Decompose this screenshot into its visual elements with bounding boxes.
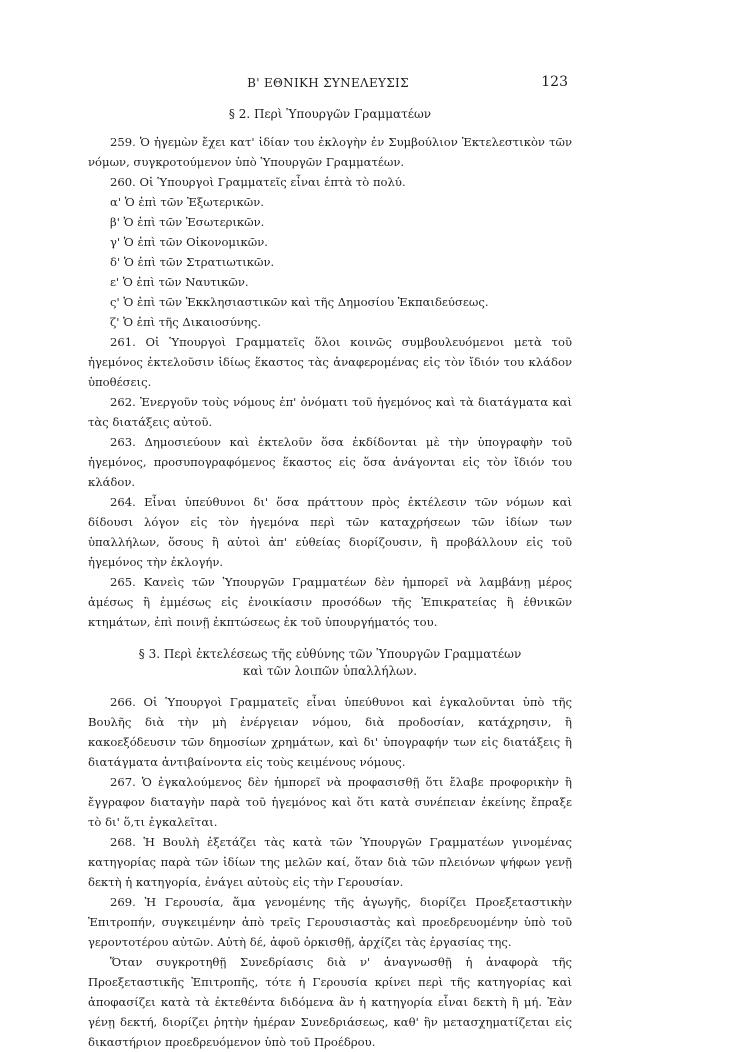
article-260: 260. Οἱ Ὑπουργοὶ Γραμματεῖς εἶναι ἑπτὰ τὸ πολύ. [110, 175, 406, 189]
article-268: 268. Ἡ Βουλὴ ἐξετάζει τὰς κατὰ τῶν Ὑπουργῶν Γραμματέων γινομένας κατηγορίας παρὰ τῶν ἰδίων της μελῶν καί, ὅταν διὰ τῶν πλειόνων ψήφων γενῇ δεκτὴ ἡ κατηγορία, ἐνάγει αὐτοὺς εἰς τὴν Γερουσίαν. [88, 835, 572, 889]
section-heading-3-line1: § 3. Περὶ ἐκτελέσεως τῆς εὐθύνης τῶν Ὑπουργῶν Γραμματέων [138, 647, 522, 661]
page-body [88, 104, 572, 1052]
list-item: β' Ὁ ἐπὶ τῶν Ἐσωτερικῶν. [110, 215, 265, 229]
article-264: 264. Εἶναι ὑπεύθυνοι δι' ὅσα πράττουν πρὸς ἐκτέλεσιν τῶν νόμων καὶ δίδουσι λόγον εἰς τὸν ἡγεμόνα περὶ τῶν καταχρήσεων τῶν ἰδίων των ὑπαλλήλων, ὅσους ἢ αὐτοὶ ἀπ' εὐθείας διορίζουσιν, ἢ προβάλλουν εἰς τοῦ ἡγεμόνος τὴν ἐκλογήν. [88, 495, 572, 569]
list-item: ζ' Ὁ ἐπὶ τῆς Δικαιοσύνης. [110, 315, 262, 329]
article-266: 266. Οἱ Ὑπουργοὶ Γραμματεῖς εἶναι ὑπεύθυνοι καὶ ἐγκαλοῦνται ὑπὸ τῆς Βουλῆς διὰ τὴν μὴ ἐνέργειαν νόμου, διὰ προδοσίαν, κατάχρησιν, ἢ κακοεξόδευσιν τῶν δημοσίων χρημάτων, καὶ δι' ὑπογραφήν των εἰς διατάξεις ἢ διατάγματα ἀντιβαίνοντα εἰς τοὺς κειμένους νόμους. [88, 695, 572, 769]
list-item: ς' Ὁ ἐπὶ τῶν Ἐκκλησιαστικῶν καὶ τῆς Δημοσίου Ἐκπαιδεύσεως. [110, 295, 489, 309]
page-header [88, 76, 568, 96]
section-heading-2: § 2. Περὶ Ὑπουργῶν Γραμματέων [228, 107, 432, 121]
list-item: δ' Ὁ ἐπὶ τῶν Στρατιωτικῶν. [110, 255, 275, 269]
article-265: 265. Κανεὶς τῶν Ὑπουργῶν Γραμματέων δὲν ἠμπορεῖ νὰ λαμβάνῃ μέρος ἀμέσως ἢ ἐμμέσως εἰς ἐνοικίασιν προσόδων τῆς Ἐπικρατείας ἢ ἐθνικῶν κτημάτων, ἐπὶ ποινῇ ἐκπτώσεως ἐκ τοῦ ὑπουργήματός του. [88, 575, 572, 629]
running-title: Β' ΕΘΝΙΚΗ ΣΥΝΕΛΕΥΣΙΣ [247, 76, 409, 90]
article-269: 269. Ἡ Γερουσία, ἅμα γενομένης τῆς ἀγωγῆς, διορίζει Προεξεταστικὴν Ἐπιτροπήν, συγκειμένην ἀπὸ τρεῖς Γερουσιαστὰς καὶ προεδρευομένην ὑπὸ τοῦ γεροντοτέρου αὐτῶν. Αὐτὴ δέ, ἀφοῦ ὁρκισθῇ, ἀρχίζει τὰς ἐργασίας της. [88, 895, 572, 949]
list-item: γ' Ὁ ἐπὶ τῶν Οἰκονομικῶν. [110, 235, 268, 249]
list-item: α' Ὁ ἐπὶ τῶν Ἐξωτερικῶν. [110, 195, 264, 209]
article-267: 267. Ὁ ἐγκαλούμενος δὲν ἠμπορεῖ νὰ προφασισθῇ ὅτι ἔλαβε προφορικὴν ἢ ἔγγραφον διαταγὴν παρὰ τοῦ ἡγεμόνος καὶ ὅτι κατὰ συνέπειαν ἐκείνης ἔπραξε τὸ δι' ὅ,τι ἐγκαλεῖται. [88, 775, 572, 829]
article-261: 261. Οἱ Ὑπουργοὶ Γραμματεῖς ὅλοι κοινῶς συμβουλευόμενοι μετὰ τοῦ ἡγεμόνος ἐκτελοῦσιν ἰδίως ἕκαστος τὰς ἀναφερομένας εἰς τὸν ἴδιόν του κλάδον ὑποθέσεις. [88, 335, 572, 389]
section-heading-3-line2: καὶ τῶν λοιπῶν ὑπαλλήλων. [242, 664, 418, 678]
article-262: 262. Ἐνεργοῦν τοὺς νόμους ἐπ' ὀνόματι τοῦ ἡγεμόνος καὶ τὰ διατάγματα καὶ τὰς διατάξεις αὐτοῦ. [88, 395, 572, 429]
section-heading-3 [88, 646, 572, 680]
article-259: 259. Ὁ ἡγεμὼν ἔχει κατ' ἰδίαν του ἐκλογὴν ἐν Συμβούλιον Ἐκτελεστικὸν τῶν νόμων, συγκροτούμενον ὑπὸ Ὑπουργῶν Γραμματέων. [88, 135, 572, 169]
article-269-continuation: Ὅταν συγκροτηθῇ Συνεδρίασις διὰ ν' ἀναγνωσθῇ ἡ ἀναφορὰ τῆς Προεξεταστικῆς Ἐπιτροπῆς, τότε ἡ Γερουσία κρίνει περὶ τῆς κατηγορίας καὶ ἀποφασίζει κατὰ τὰ ἐκτεθέντα διδόμενα ἂν ἡ κατηγορία εἶναι δεκτὴ ἢ μή. Ἐὰν γένῃ δεκτή, διορίζει ῥητὴν ἡμέραν Συνεδριάσεως, καθ' ἣν μετασχηματίζεται εἰς δικαστήριον προεδρευόμενον ὑπὸ τοῦ Προέδρου. [88, 955, 572, 1049]
page-number: 123 [541, 74, 568, 90]
list-item: ε' Ὁ ἐπὶ τῶν Ναυτικῶν. [110, 275, 249, 289]
article-263: 263. Δημοσιεύουν καὶ ἐκτελοῦν ὅσα ἐκδίδονται μὲ τὴν ὑπογραφὴν τοῦ ἡγεμόνος, προσυπογραφόμενος ἕκαστος εἰς ὅσα ἀνάγονται εἰς τὸν ἴδιόν του κλάδον. [88, 435, 572, 489]
